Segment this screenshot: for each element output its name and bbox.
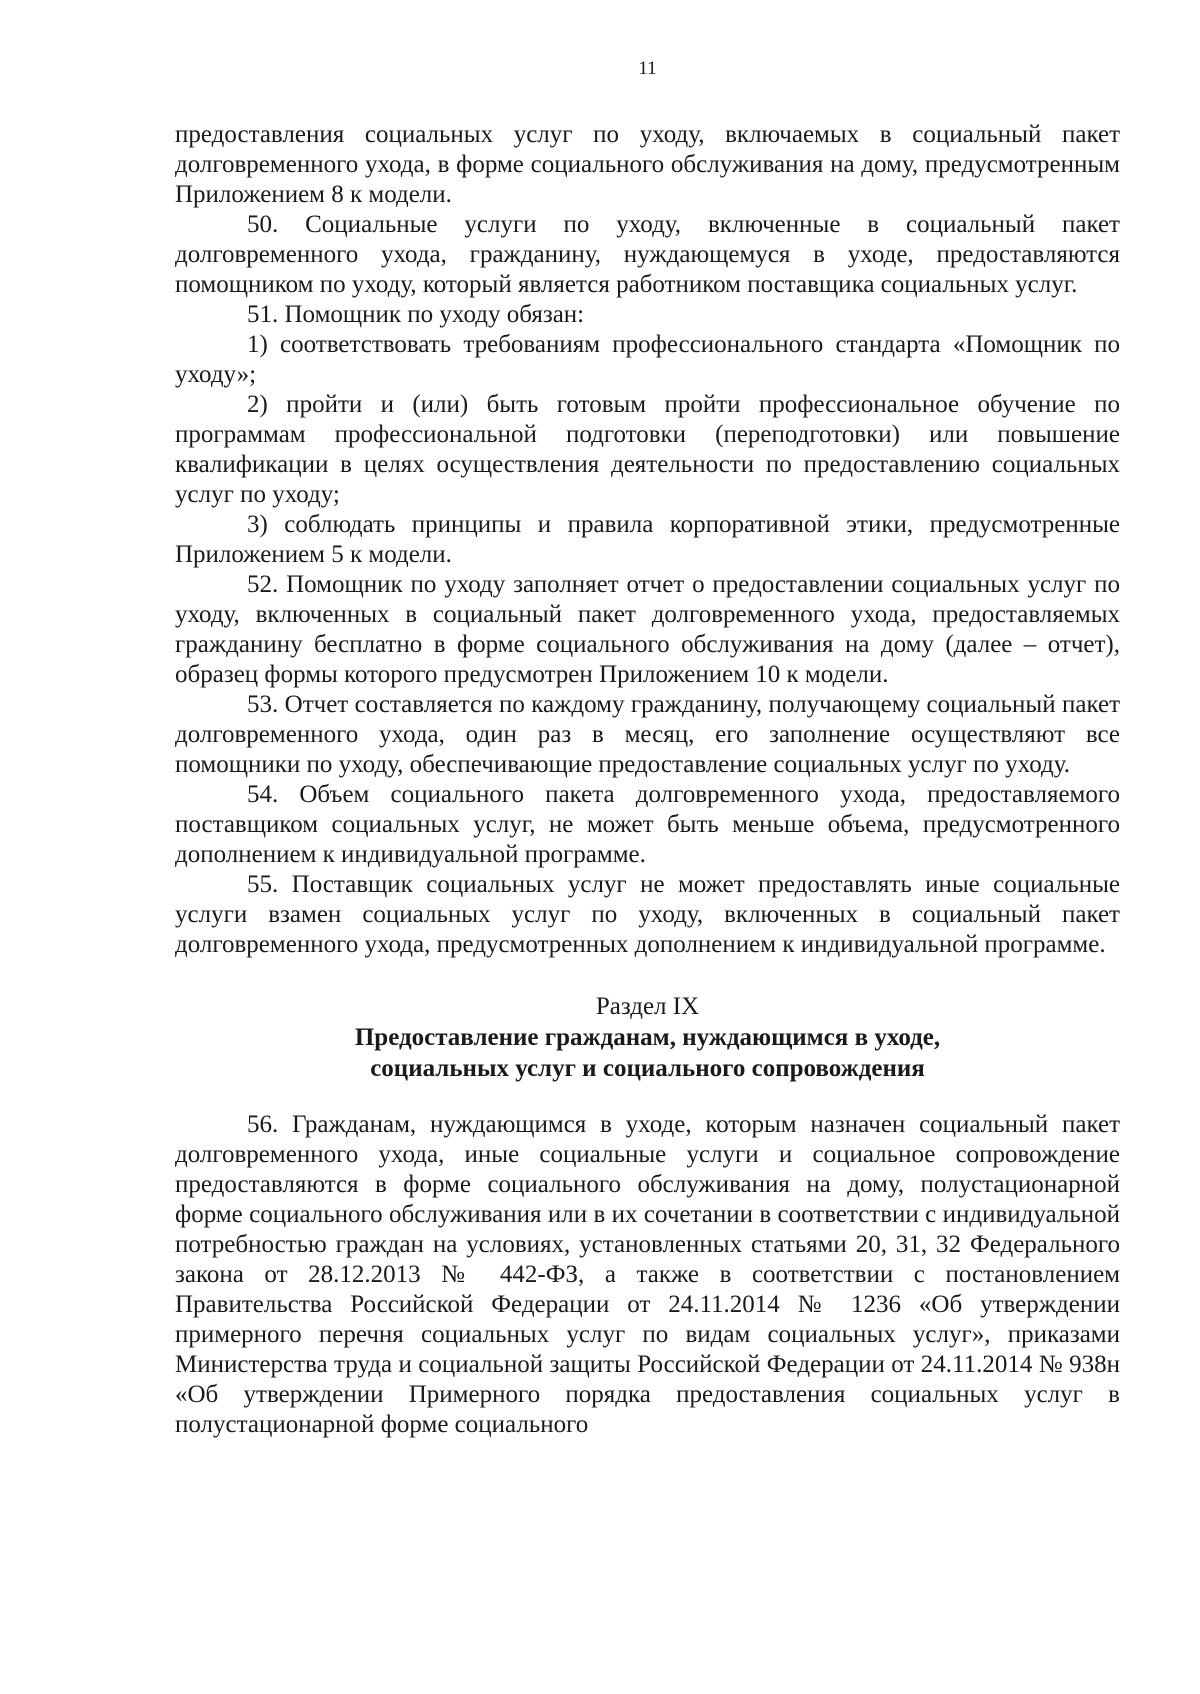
section-heading bbox=[175, 992, 1120, 1084]
paragraph-54: 54. Объем социального пакета долговременного ухода, предоставляемого поставщиком социальных услуг, не может быть меньше объема, предусмотренного дополнением к индивидуальной программе. bbox=[175, 781, 1120, 868]
section-title-line-1: Предоставление гражданам, нуждающимся в уходе, bbox=[354, 1024, 941, 1051]
paragraphs-before bbox=[175, 120, 1120, 960]
paragraph-51: 51. Помощник по уходу обязан: bbox=[247, 301, 585, 328]
paragraph-53: 53. Отчет составляется по каждому гражданину, получающему социальный пакет долговременного ухода, один раз в месяц, его заполнение осуществляют все помощники по уходу, обеспечивающие предоставление социальных услуг по уходу. bbox=[175, 691, 1120, 778]
paragraph-52: 52. Помощник по уходу заполняет отчет о предоставлении социальных услуг по уходу, включенных в социальный пакет долговременного ухода, предоставляемых гражданину бесплатно в форме социального обслуживания на дому (далее – отчет), образец формы которого предусмотрен Приложением 10 к модели. bbox=[175, 571, 1120, 688]
document-page bbox=[175, 58, 1120, 1440]
paragraph-51-item-2: 2) пройти и (или) быть готовым пройти профессиональное обучение по программам профессиональной подготовки (переподготовки) или повышение квалификации в целях осуществления деятельности по предоставлению социальных услуг по уходу; bbox=[175, 391, 1120, 508]
section-spacer bbox=[175, 1084, 1120, 1110]
paragraph-continuation: предоставления социальных услуг по уходу, включаемых в социальный пакет долговременного ухода, в форме социального обслуживания на дому, предусмотренным Приложением 8 к модели. bbox=[175, 121, 1120, 208]
paragraph-50: 50. Социальные услуги по уходу, включенные в социальный пакет долговременного ухода, гражданину, нуждающемуся в уходе, предоставляются помощником по уходу, который является работником поставщика социальных услуг. bbox=[175, 211, 1120, 298]
paragraph-56: 56. Гражданам, нуждающимся в уходе, которым назначен социальный пакет долговременного ухода, иные социальные услуги и социальное сопровождение предоставляются в форме социального обслуживания на дому, полустационарной форме социального обслуживания или в их сочетании в соответствии с индивидуальной потребностью граждан на условиях, установленных статьями 20, 31, 32 Федерального закона от 28.12.2013 № 442-ФЗ, а также в соответствии с постановлением Правительства Российской Федерации от 24.11.2014 № 1236 «Об утверждении примерного перечня социальных услуг по видам социальных услуг», приказами Министерства труда и социальной защиты Российской Федерации от 24.11.2014 № 938н «Об утверждении Примерного порядка предоставления социальных услуг в полустационарной форме социального bbox=[175, 1111, 1120, 1438]
section-label: Раздел IX bbox=[595, 993, 700, 1020]
page-number: 11 bbox=[638, 58, 657, 79]
paragraphs-after bbox=[175, 1110, 1120, 1440]
section-title-line-2: социальных услуг и социального сопровождения bbox=[370, 1055, 925, 1082]
paragraph-55: 55. Поставщик социальных услуг не может предоставлять иные социальные услуги взамен социальных услуг по уходу, включенных в социальный пакет долговременного ухода, предусмотренных дополнением к индивидуальной программе. bbox=[175, 871, 1120, 958]
paragraph-51-item-3: 3) соблюдать принципы и правила корпоративной этики, предусмотренные Приложением 5 к модели. bbox=[175, 511, 1120, 568]
paragraph-51-item-1: 1) соответствовать требованиям профессионального стандарта «Помощник по уходу»; bbox=[175, 331, 1120, 388]
